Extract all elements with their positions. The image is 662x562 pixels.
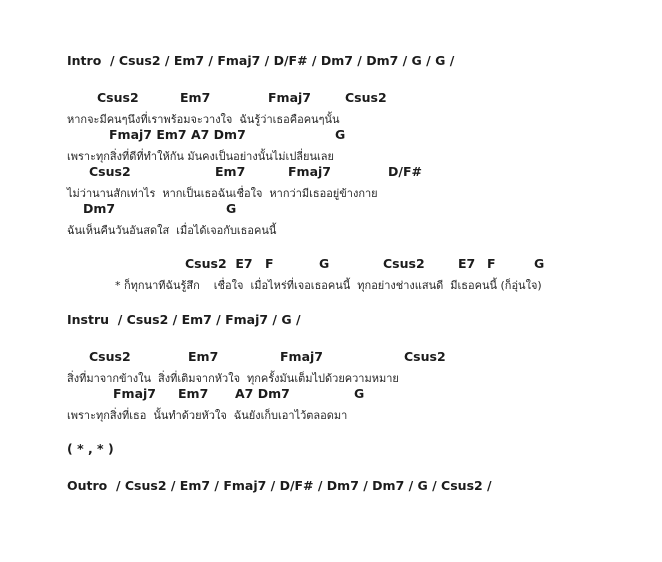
chord: F bbox=[487, 256, 496, 271]
lyric-line: หากจะมีคนๆนึงที่เราพร้อมจะวางใจ ฉันรู้ว่าเธอคือคนๆนั้น bbox=[67, 113, 340, 126]
chord: G bbox=[319, 256, 330, 271]
chord: Fmaj7 Em7 A7 Dm7 bbox=[109, 127, 246, 142]
chord: Fmaj7 bbox=[288, 164, 331, 179]
chord: F bbox=[265, 256, 274, 271]
lyric-line: ฉันเห็นคืนวันอันสดใส เมื่อได้เจอกับเธอคนนี้ bbox=[67, 224, 277, 237]
chord: A7 Dm7 bbox=[235, 386, 290, 401]
chord: Fmaj7 bbox=[113, 386, 156, 401]
intro-line: Intro / Csus2 / Em7 / Fmaj7 / D/F# / Dm7 / Dm7 / G / G / bbox=[67, 53, 455, 68]
lyric-line: * ก็ทุกนาทีฉันรู้สึก เชื่อใจ เมื่อไหร่ที่เจอเธอคนนี้ ทุกอย่างช่างแสนดี มีเธอคนนี้ (ก็อุ่นใจ) bbox=[115, 279, 542, 292]
chord: Em7 bbox=[188, 349, 219, 364]
chord: Em7 bbox=[215, 164, 246, 179]
lyric-line: เพราะทุกสิ่งที่ดีที่ทำให้กัน มันคงเป็นอย่างนั้นไม่เปลี่ยนเลย bbox=[67, 150, 334, 163]
chord: Csus2 bbox=[89, 164, 131, 179]
chord: Csus2 bbox=[383, 256, 425, 271]
chord: Csus2 bbox=[404, 349, 446, 364]
chord: G bbox=[354, 386, 365, 401]
outro-line: Outro / Csus2 / Em7 / Fmaj7 / D/F# / Dm7 / Dm7 / G / Csus2 / bbox=[67, 478, 492, 493]
lyric-line: ไม่ว่านานสักเท่าไร หากเป็นเธอฉันเชื่อใจ หากว่ามีเธออยู่ข้างกาย bbox=[67, 187, 378, 200]
chord: Csus2 bbox=[97, 90, 139, 105]
instru-line: Instru / Csus2 / Em7 / Fmaj7 / G / bbox=[67, 312, 301, 327]
chord: Dm7 bbox=[83, 201, 116, 216]
chord: D/F# bbox=[388, 164, 422, 179]
chord: Em7 bbox=[180, 90, 211, 105]
chord: G bbox=[335, 127, 346, 142]
chord: E7 bbox=[458, 256, 476, 271]
repeat-marker: ( * , * ) bbox=[67, 441, 114, 456]
chord: G bbox=[226, 201, 237, 216]
lyric-line: สิ่งที่มาจากข้างใน สิ่งที่เติมจากหัวใจ ทุกครั้งมันเต็มไปด้วยความหมาย bbox=[67, 372, 399, 385]
chord: Csus2 bbox=[345, 90, 387, 105]
chord: Em7 bbox=[178, 386, 209, 401]
chord: G bbox=[534, 256, 545, 271]
chord: Fmaj7 bbox=[280, 349, 323, 364]
lyric-line: เพราะทุกสิ่งที่เธอ นั้นทำด้วยหัวใจ ฉันยังเก็บเอาไว้ตลอดมา bbox=[67, 409, 348, 422]
chord: Csus2 E7 bbox=[185, 256, 253, 271]
chord: Csus2 bbox=[89, 349, 131, 364]
chord: Fmaj7 bbox=[268, 90, 311, 105]
